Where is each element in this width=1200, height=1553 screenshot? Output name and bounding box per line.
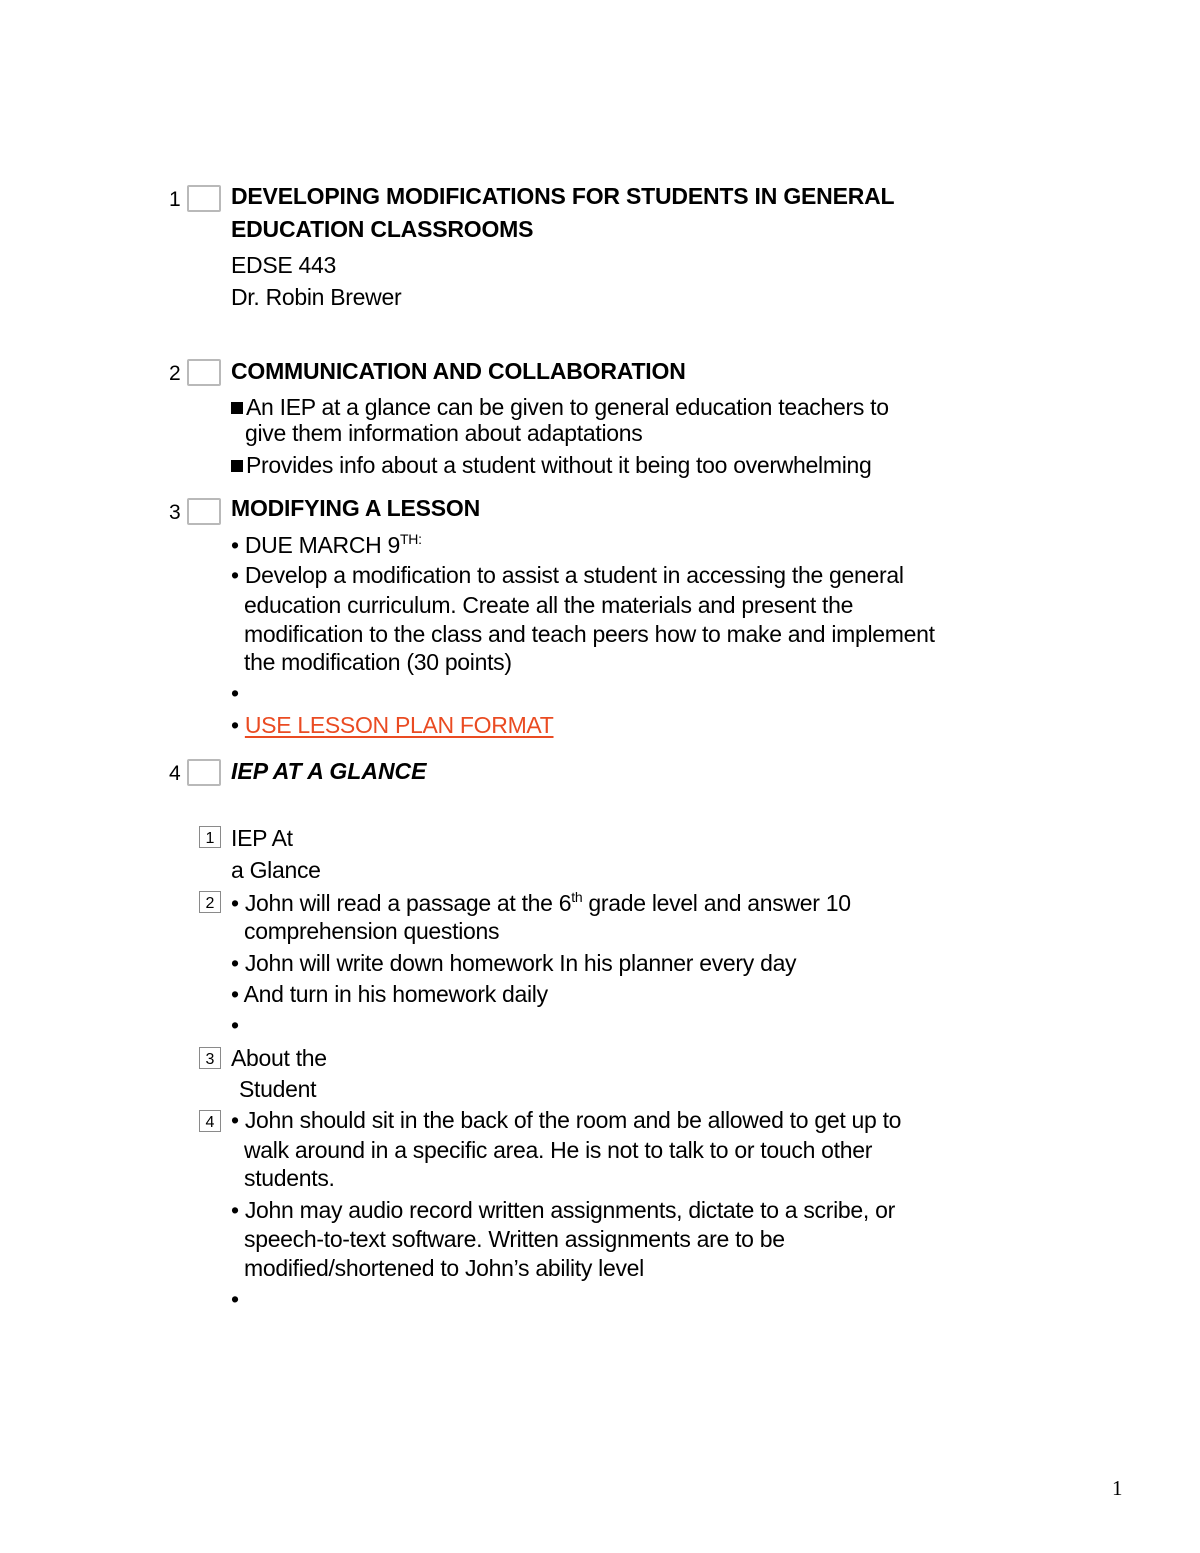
slide-thumbnail-box: [187, 498, 221, 525]
list-item-continuation: walk around in a specific area. He is not to talk to or touch other: [244, 1137, 873, 1163]
list-item[interactable]: • USE LESSON PLAN FORMAT: [231, 712, 554, 738]
slide-thumbnail-box: [187, 359, 221, 386]
empty-bullet: •: [231, 1286, 239, 1312]
list-item-continuation: students.: [244, 1165, 335, 1191]
list-item: • John may audio record written assignments, dictate to a scribe, or: [231, 1197, 895, 1223]
page-number: 1: [1112, 1476, 1123, 1500]
slide-title: COMMUNICATION AND COLLABORATION: [231, 358, 686, 384]
slide-thumbnail-box: [187, 759, 221, 786]
slide-number: 3: [169, 501, 181, 524]
empty-bullet: •: [231, 1012, 239, 1038]
course-code: EDSE 443: [231, 252, 336, 278]
instructor-name: Dr. Robin Brewer: [231, 284, 402, 310]
list-item: • DUE MARCH $9^{TH:}$: [231, 531, 422, 558]
sub-slide-number: 3: [199, 1047, 221, 1069]
slide-title: MODIFYING A LESSON: [231, 495, 480, 521]
list-item-continuation: modification to the class and teach peers how to make and implement: [244, 621, 935, 647]
list-item: An IEP at a glance can be given to general education teachers to: [231, 394, 889, 421]
slide-title: EDUCATION CLASSROOMS: [231, 216, 534, 242]
slide-title: IEP AT A GLANCE: [231, 758, 427, 784]
list-item-continuation: modified/shortened to John’s ability level: [244, 1255, 644, 1281]
list-item: • John will write down homework In his planner every day: [231, 950, 797, 976]
empty-bullet: •: [231, 680, 239, 706]
slide-number: 1: [169, 188, 181, 211]
list-item-continuation: give them information about adaptations: [245, 420, 643, 446]
list-item-continuation: the modification (30 points): [244, 649, 512, 675]
sub-slide-number: 4: [199, 1110, 221, 1132]
square-bullet-icon: [231, 460, 243, 472]
list-item: • John will read a passage at the 6th grade level and answer 10: [231, 889, 851, 916]
list-item: • John should sit in the back of the room and be allowed to get up to: [231, 1107, 902, 1133]
list-item: • Develop a modification to assist a student in accessing the general: [231, 562, 904, 588]
list-item: Provides info about a student without it being too overwhelming: [231, 452, 872, 479]
list-item-continuation: comprehension questions: [244, 918, 500, 944]
sub-slide-text: IEP At: [231, 825, 293, 851]
list-item-continuation: education curriculum. Create all the materials and present the: [244, 592, 854, 618]
list-item-continuation: speech-to-text software. Written assignments are to be: [244, 1226, 785, 1252]
slide-number: 4: [169, 762, 181, 785]
square-bullet-icon: [231, 402, 243, 414]
slide-number: 2: [169, 362, 181, 385]
slide-title: DEVELOPING MODIFICATIONS FOR STUDENTS IN GENERAL: [231, 183, 895, 209]
list-item: • And turn in his homework daily: [231, 981, 548, 1007]
sub-slide-text: a Glance: [231, 857, 321, 883]
sub-slide-number: 1: [199, 826, 221, 848]
sub-slide-text: Student: [239, 1076, 317, 1102]
sub-slide-number: 2: [199, 891, 221, 913]
sub-slide-text: About the: [231, 1045, 327, 1071]
lesson-plan-format-link[interactable]: USE LESSON PLAN FORMAT: [244, 712, 554, 738]
slide-thumbnail-box: [187, 185, 221, 212]
